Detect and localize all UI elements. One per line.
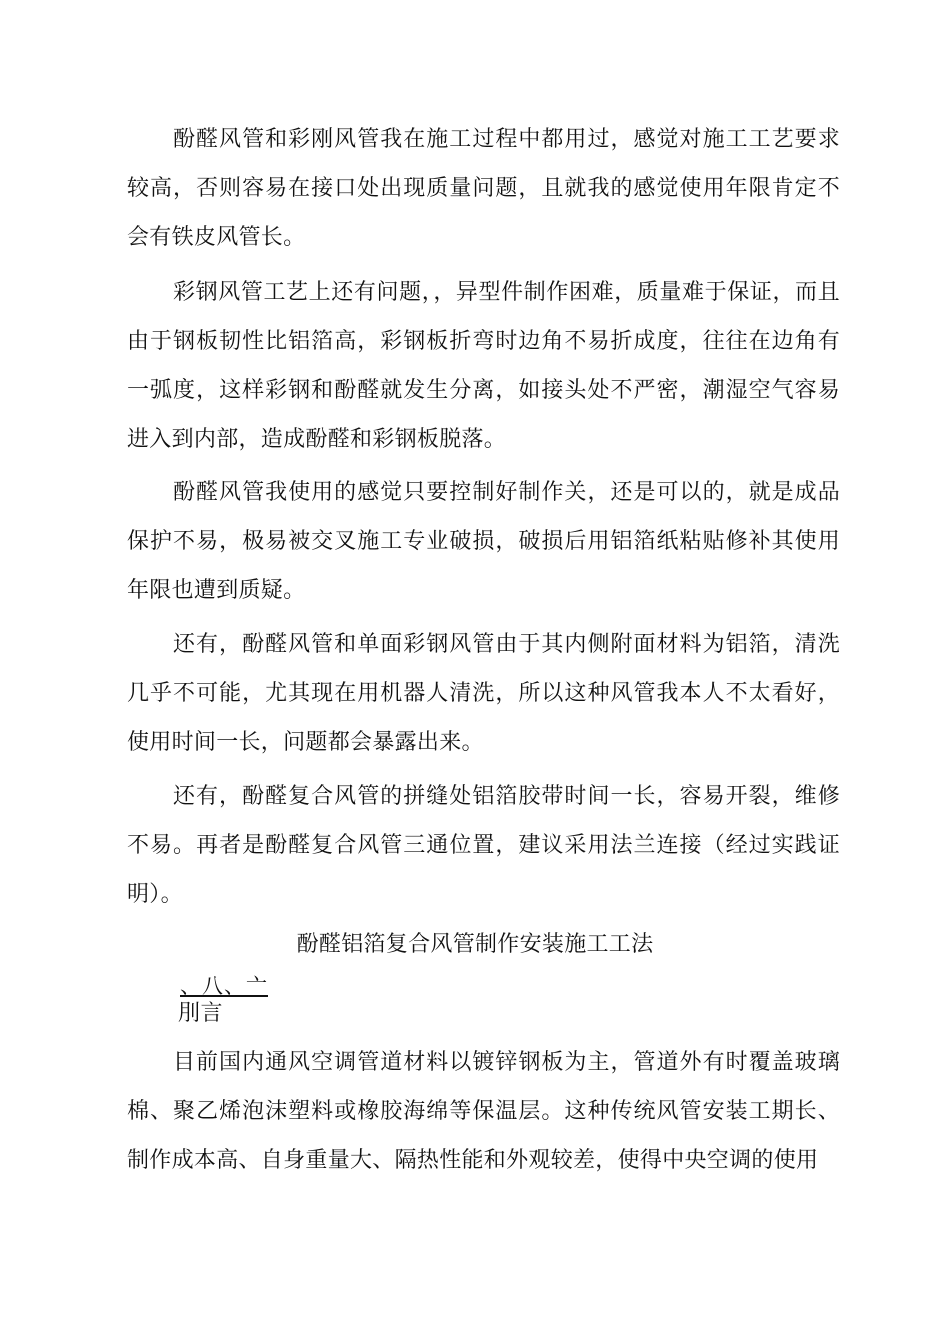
section-heading-number: 、八、亠 [180, 974, 268, 998]
paragraph-4: 还有，酚醛风管和单面彩钢风管由于其内侧附面材料为铝箔，清洗几乎不可能，尤其现在用机器人清洗，所以这种风管我本人不太看好，使用时间一长，问题都会暴露出来。 [127, 632, 840, 755]
paragraph-3: 酚醛风管我使用的感觉只要控制好制作关，还是可以的，就是成品保护不易，极易被交叉施工专业破损，破损后用铝箔纸粘贴修补其使用年限也遭到质疑。 [127, 480, 840, 603]
section-title: 酚醛铝箔复合风管制作安装施工工法 [296, 932, 654, 957]
section-heading-text: 刖言 [178, 1001, 224, 1026]
intro-paragraph: 目前国内通风空调管道材料以镀锌钢板为主，管道外有时覆盖玻璃棉、聚乙烯泡沫塑料或橡胶海绵等保温层。这种传统风管安装工期长、制作成本高、自身重量大、隔热性能和外观较差，使得中央空调的使用 [127, 1050, 840, 1173]
paragraph-5: 还有，酚醛复合风管的拼缝处铝箔胶带时间一长，容易开裂，维修不易。再者是酚醛复合风管三通位置，建议采用法兰连接（经过实践证明）。 [127, 784, 840, 907]
paragraph-1: 酚醛风管和彩刚风管我在施工过程中都用过，感觉对施工工艺要求较高，否则容易在接口处出现质量问题，且就我的感觉使用年限肯定不会有铁皮风管长。 [127, 127, 840, 250]
paragraph-2: 彩钢风管工艺上还有问题，，异型件制作困难，质量难于保证，而且由于钢板韧性比铝箔高，彩钢板折弯时边角不易折成度，往往在边角有一弧度，这样彩钢和酚醛就发生分离，如接头处不严密，潮湿空气容易进入到内部，造成酚醛和彩钢板脱落。 [127, 280, 840, 452]
